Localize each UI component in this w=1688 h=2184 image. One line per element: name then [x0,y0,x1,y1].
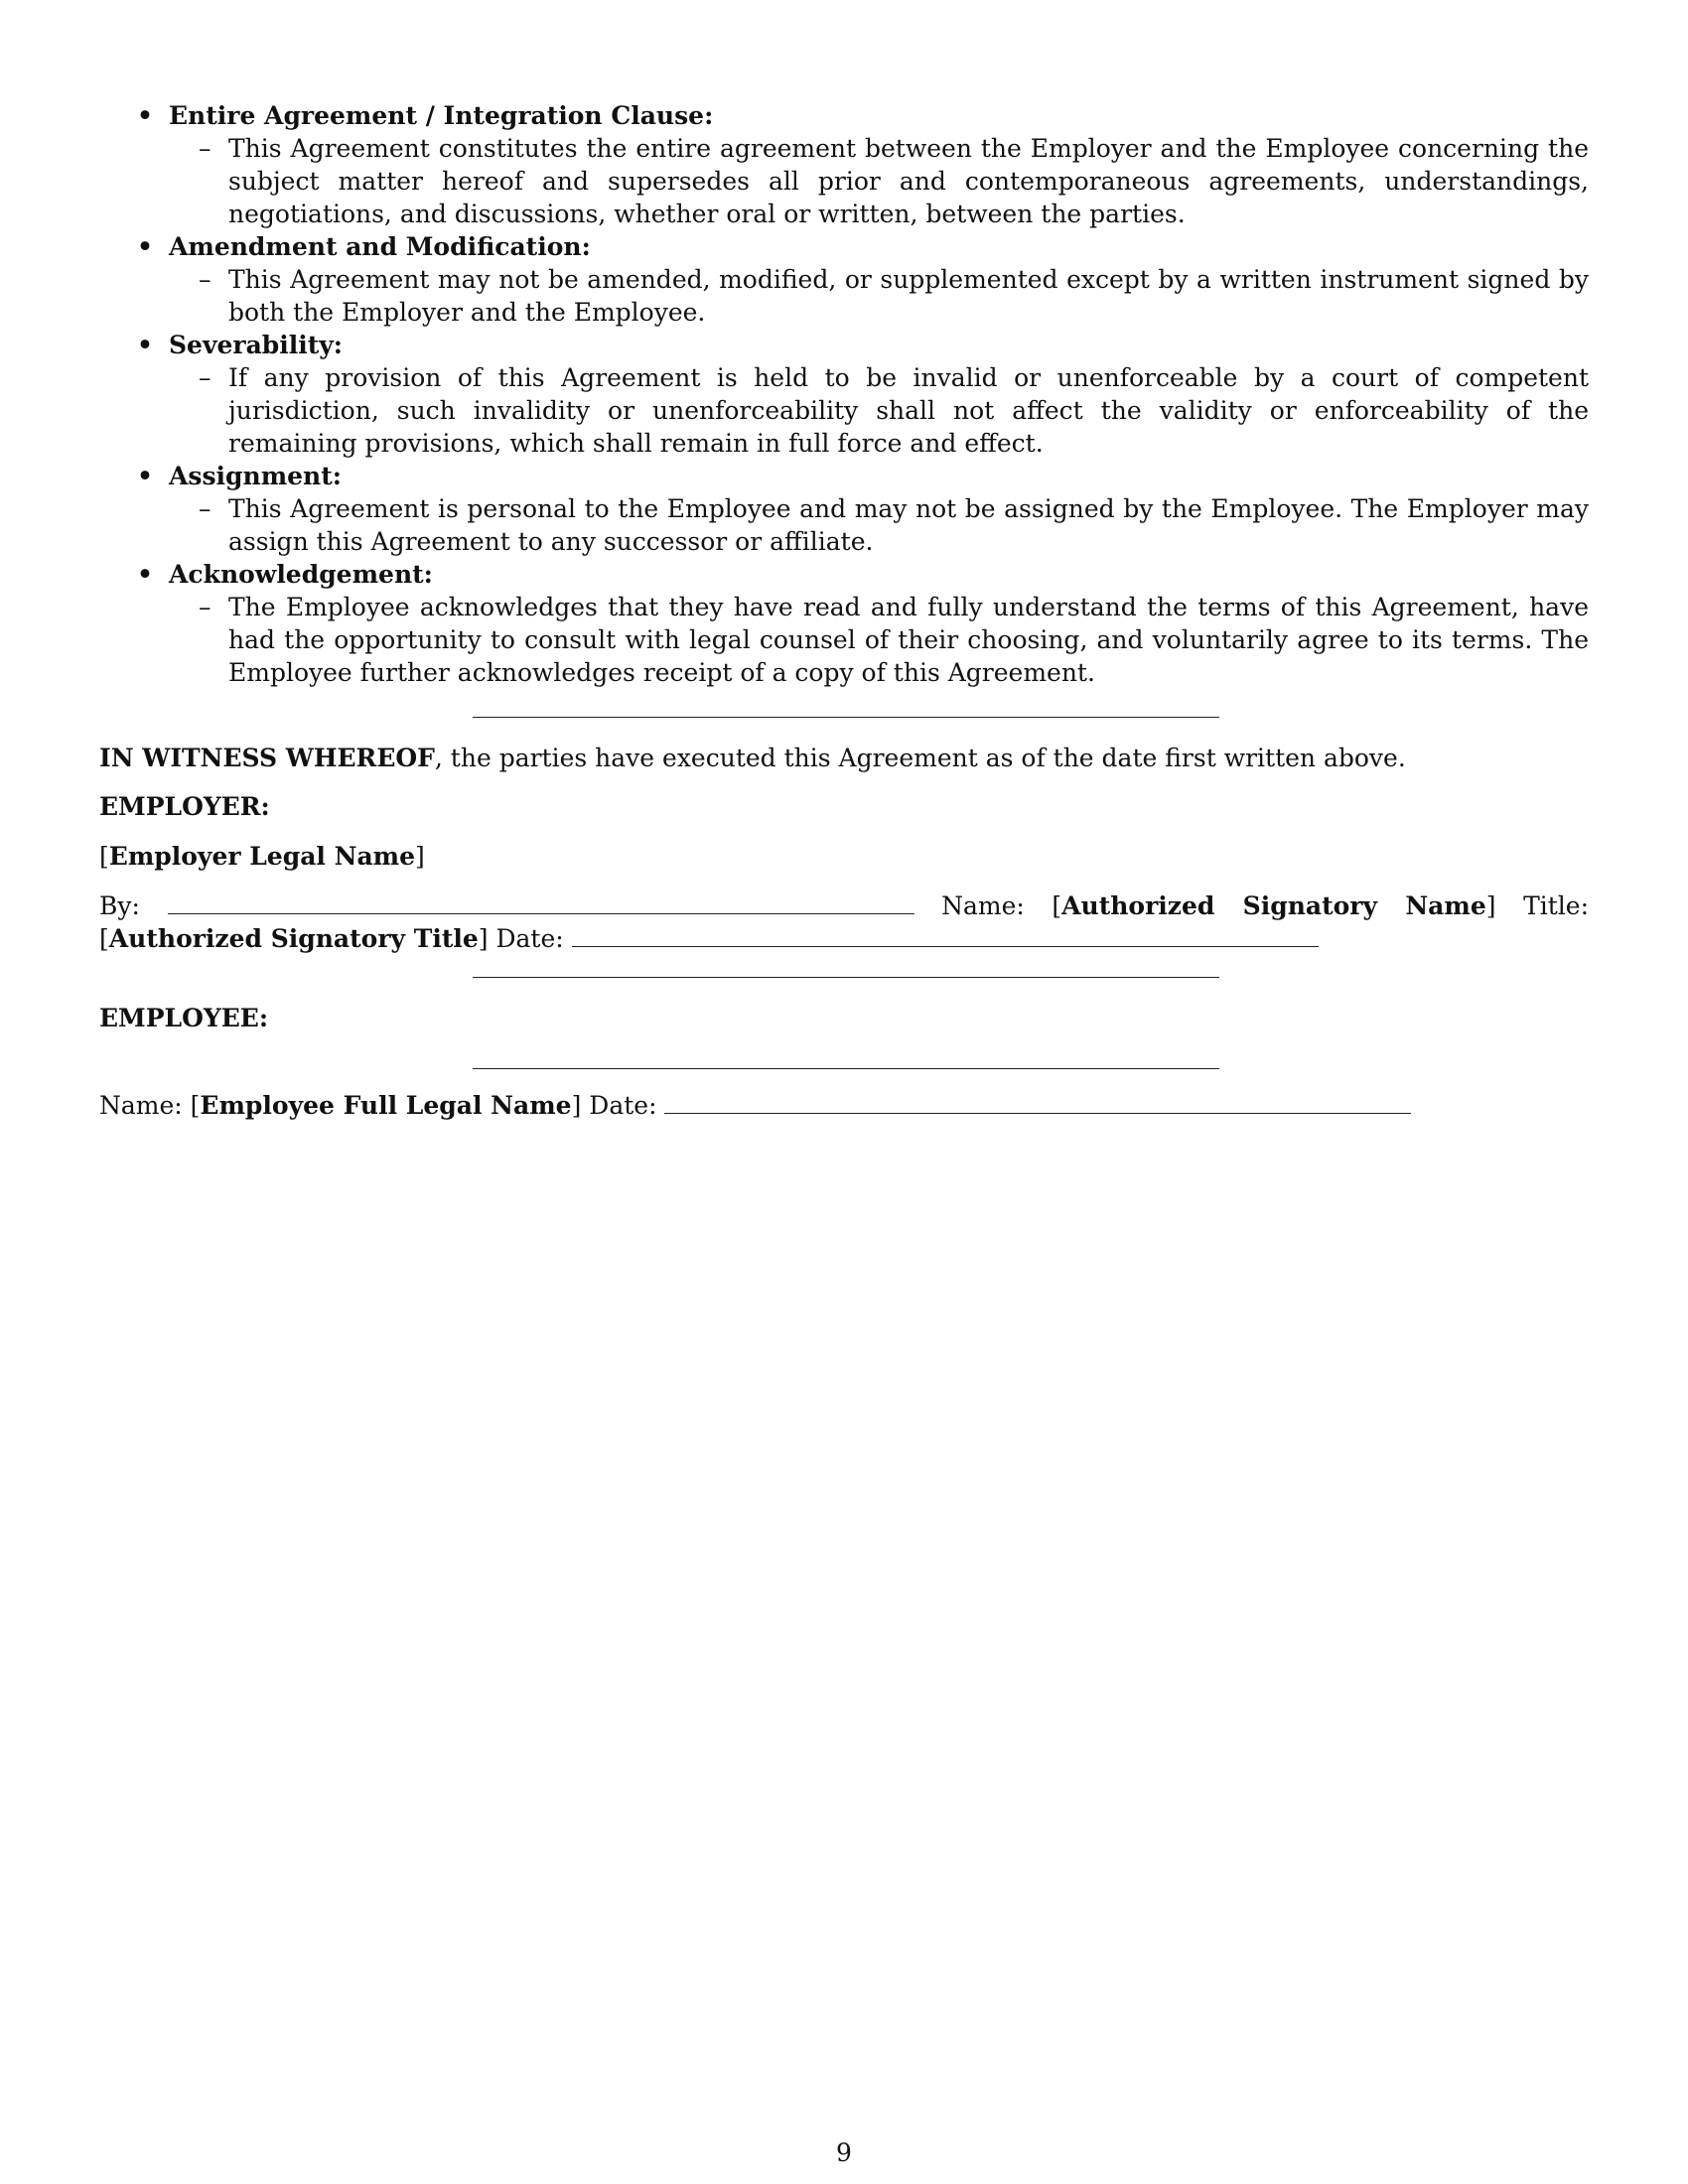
employer-date-line[interactable] [572,945,1319,947]
clause-body [169,263,1589,329]
clause-text: This Agreement may not be amended, modified, or supplemented except by a written instrument signed by both the Employer and the Employee. [228,265,1589,327]
clause-heading: Acknowledgement: [169,560,433,589]
employer-legal-name: Employer Legal Name [108,842,416,871]
dash: – [199,134,211,163]
dash: – [199,494,211,523]
clause-heading: Severability: [169,331,344,359]
name-label: Name: [99,1091,183,1120]
bullet: • [137,232,153,261]
employee-signature-block: Name: [Employee Full Legal Name] Date: [99,1089,1589,1122]
employer-name-line [99,840,1589,873]
dash: – [199,593,211,621]
signatory-name: Authorized Signatory Name [1061,891,1486,920]
dash: – [199,363,211,392]
bracket-open: [ [99,842,109,871]
clause-body [169,492,1589,558]
page-number: 9 [836,2138,852,2167]
employee-date-line[interactable] [664,1112,1411,1114]
bullet: • [137,462,153,490]
clause-list [99,99,1589,689]
clause-text: This Agreement is personal to the Employee and may not be assigned by the Employee. The Employer may assign this Agreement to any successor or affiliate. [228,494,1589,556]
employee-full-name: Employee Full Legal Name [200,1091,572,1120]
clause-body [169,591,1589,689]
clause-entire-agreement [99,99,1589,230]
clause-text: The Employee acknowledges that they have read and fully understand the terms of this Agreement, have had the opportunity to consult with legal counsel of their choosing, and voluntarily agree to its terms. The Employee further acknowledges receipt of a copy of this Agreement. [228,593,1589,687]
employer-signature-block: By: Name: [Authorized Signatory Name] Title: [Authorized Signatory Title] Date: [99,891,1590,953]
dash: – [199,265,211,294]
clause-heading: Amendment and Modification: [169,232,591,261]
bullet: • [137,331,153,359]
employee-signature-line[interactable] [473,1068,1219,1069]
clause-amendment [99,230,1589,329]
date-label: Date: [589,1091,657,1120]
clause-heading: Assignment: [169,462,343,490]
bracket-close: ] [415,842,425,871]
clause-text: This Agreement constitutes the entire agreement between the Employer and the Employee concerning the subject matter hereof and supersedes all prior and contemporaneous agreements, understandings, negotiations, and discussions, whether oral or written, between the parties. [228,134,1589,228]
witness-statement [99,742,1589,774]
clause-severability [99,329,1589,460]
title-label: Title: [1523,891,1590,920]
date-label: Date: [495,924,564,953]
by-label: By: [99,891,140,920]
name-label: Name: [941,891,1025,920]
clause-body [169,361,1589,460]
witness-text: , the parties have executed this Agreement as of the date first written above. [434,744,1406,772]
clause-acknowledgement [99,558,1589,689]
employer-label: EMPLOYER: [99,792,270,821]
clause-heading: Entire Agreement / Integration Clause: [169,101,714,130]
document-page [99,99,1589,1122]
divider [473,977,1219,978]
employee-label: EMPLOYEE: [99,1004,269,1032]
signatory-title: Authorized Signatory Title [108,924,479,953]
employer-signature-line[interactable] [168,912,914,914]
clause-assignment [99,460,1589,558]
clause-text: If any provision of this Agreement is held to be invalid or unenforceable by a court of competent jurisdiction, such invalidity or unenforceability shall not affect the validity or enforceability of the remaining provisions, which shall remain in full force and effect. [228,363,1589,458]
bullet: • [137,560,153,589]
divider [473,717,1219,718]
bullet: • [137,101,153,130]
clause-body [169,132,1589,230]
witness-lead: IN WITNESS WHEREOF [99,744,435,772]
